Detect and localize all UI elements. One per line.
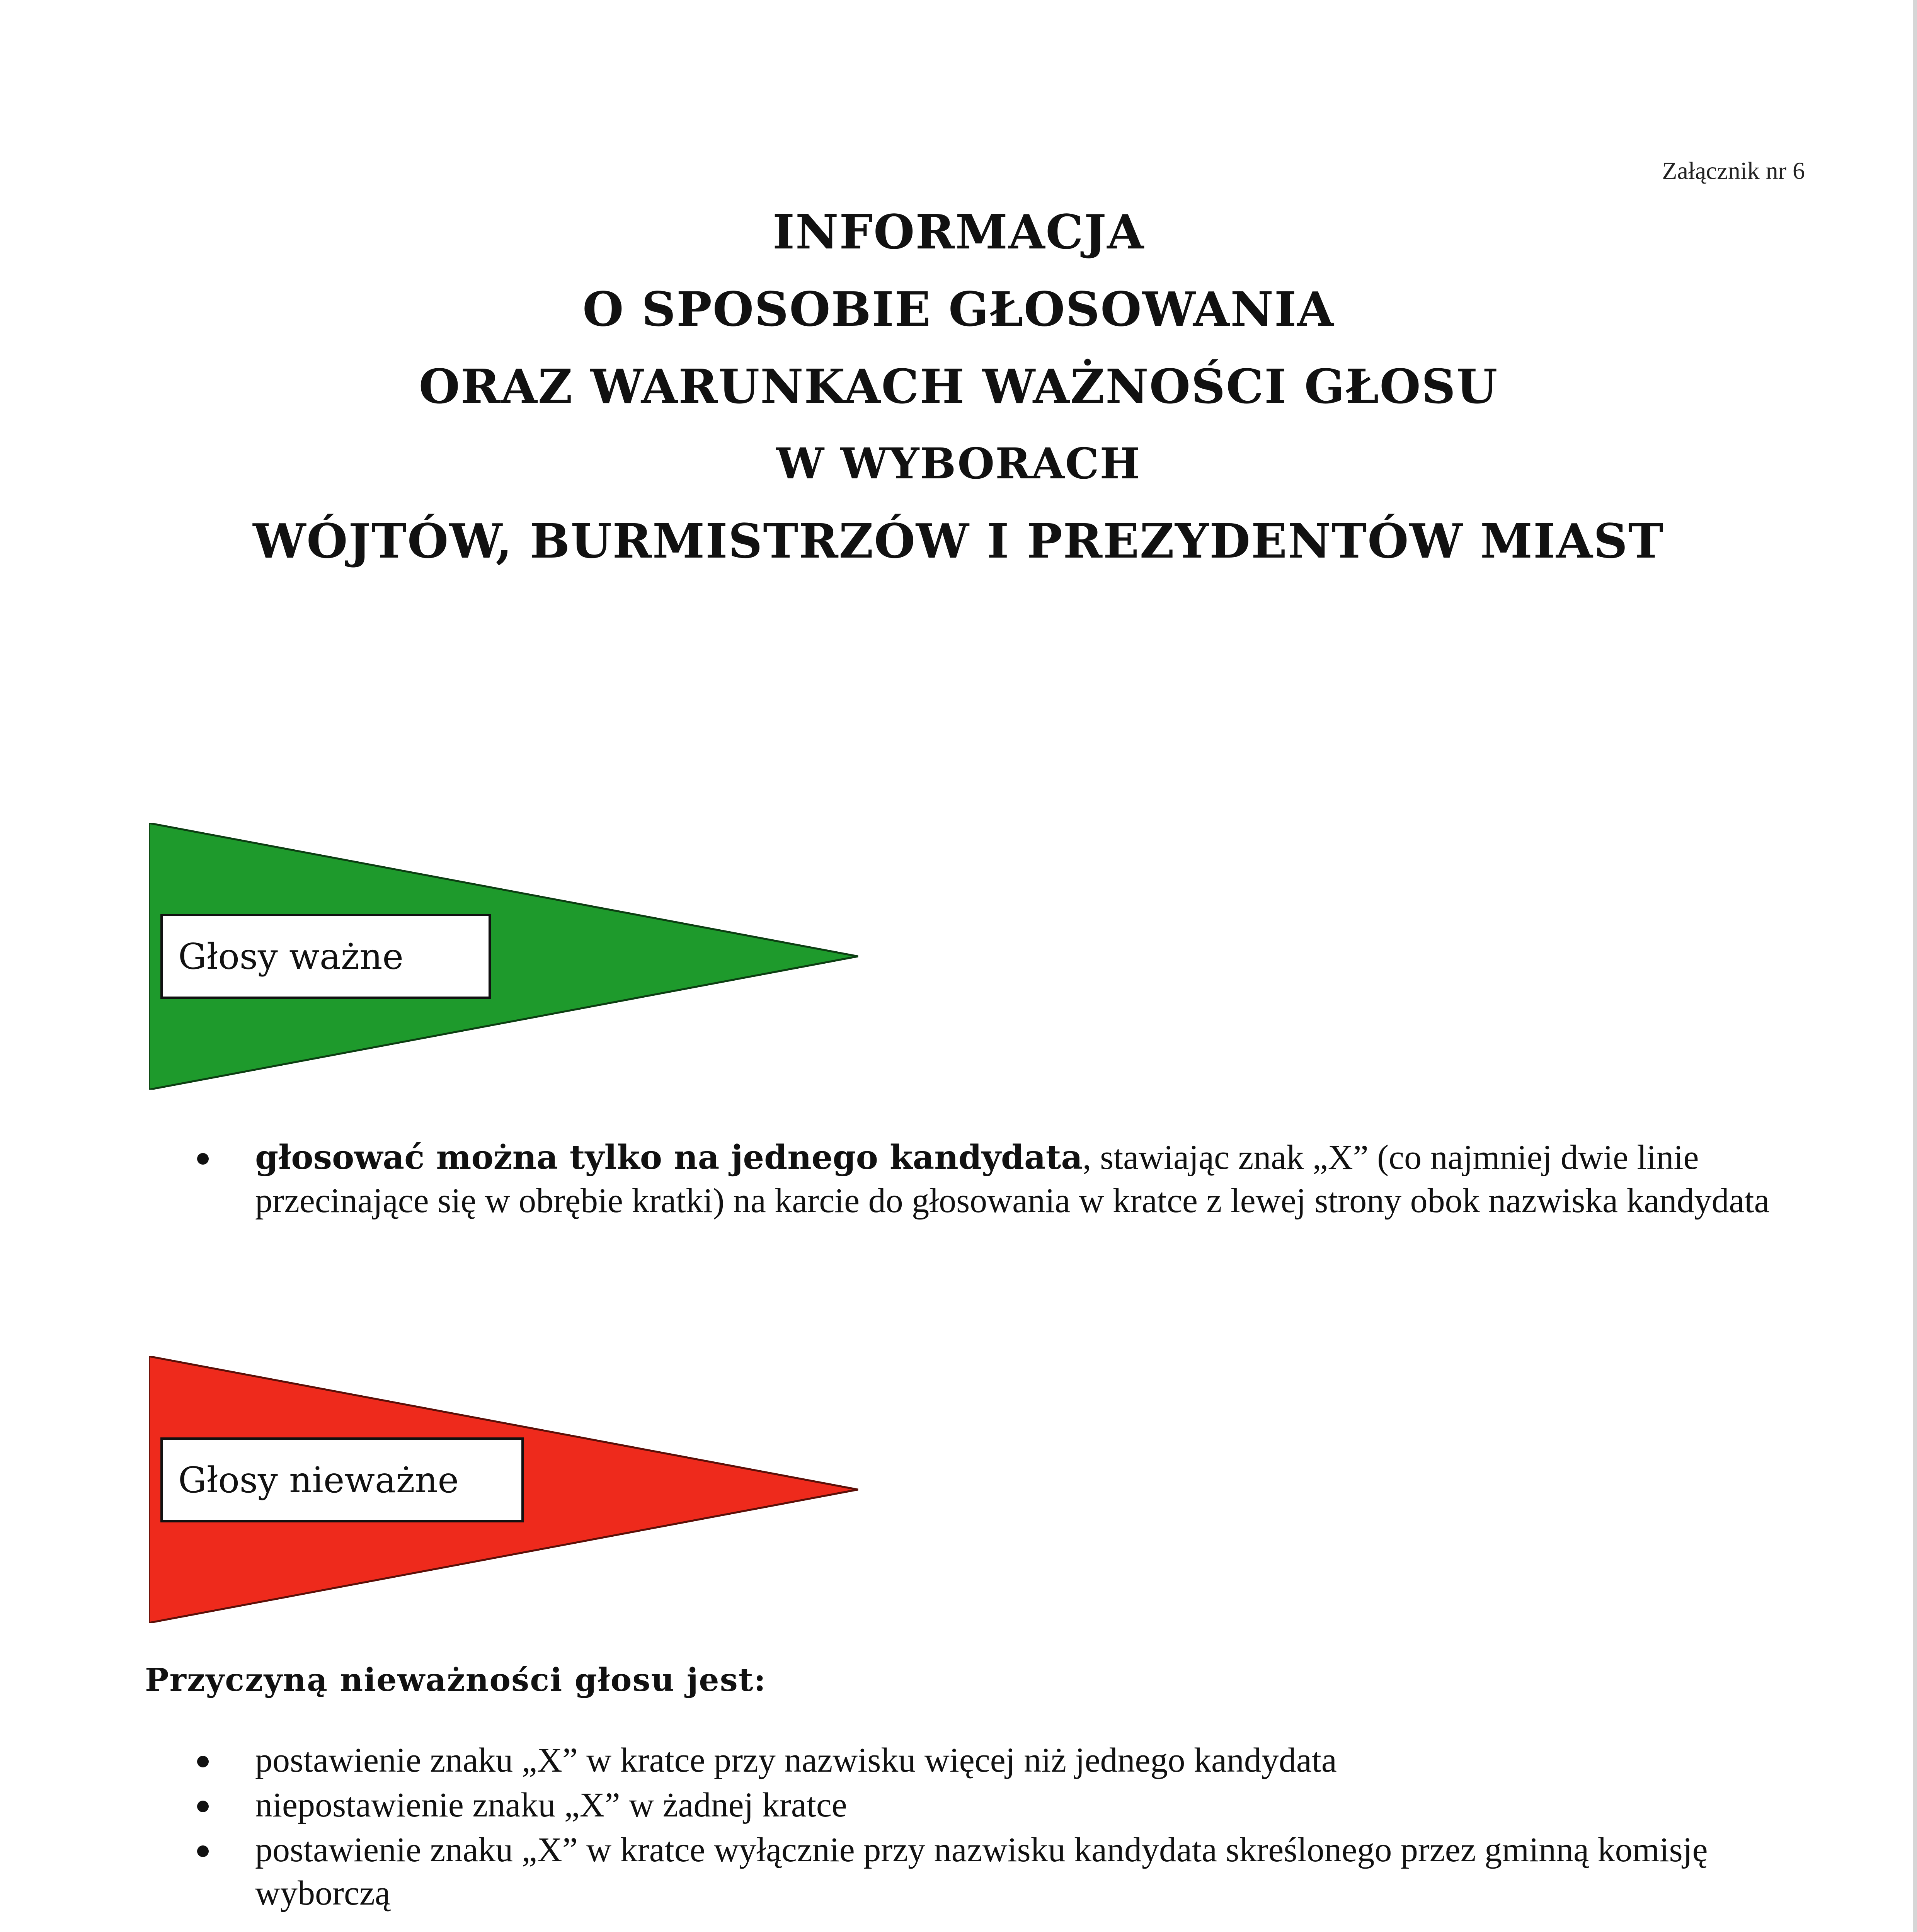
invalid-reasons-heading: Przyczyną nieważności głosu jest: [145,1662,766,1699]
title-line-1: INFORMACJA [772,204,1145,260]
list-item [197,1136,1813,1223]
valid-votes-pennant [149,823,860,1090]
list-item: postawienie znaku „X” w kratce przy nazwisku więcej niż jednego kandydata [197,1739,1813,1782]
title-line-3: ORAZ WARUNKACH WAŻNOŚCI GŁOSU [419,359,1498,414]
list-item: niepostawienie znaku „X” w żadnej kratce [197,1784,1813,1827]
invalid-votes-label: Głosy nieważne [160,1437,524,1522]
valid-rule-bold: głosować można tylko na jednego kandydata [255,1138,1083,1177]
title-line-4: W WYBORACH [776,439,1141,488]
valid-votes-list [197,1136,1813,1223]
valid-votes-label: Głosy ważne [160,914,491,999]
document-title [0,193,1917,580]
invalid-votes-pennant [149,1356,860,1623]
title-line-5: WÓJTÓW, BURMISTRZÓW I PREZYDENTÓW MIAST [253,513,1664,569]
title-line-2: O SPOSOBIE GŁOSOWANIA [582,281,1335,337]
invalid-reasons-list [197,1739,1813,1917]
attachment-label: Załącznik nr 6 [1662,157,1805,184]
list-item: postawienie znaku „X” w kratce wyłącznie przy nazwisku kandydata skreślonego przez gminną komisję wyborczą [197,1828,1813,1915]
valid-rule-text: , stawiając znak „X” (co najmniej dwie linie przecinające się w obrębie kratki) na karcie do głosowania w kratce z lewej strony obok nazwiska kandydata [255,1138,1770,1220]
